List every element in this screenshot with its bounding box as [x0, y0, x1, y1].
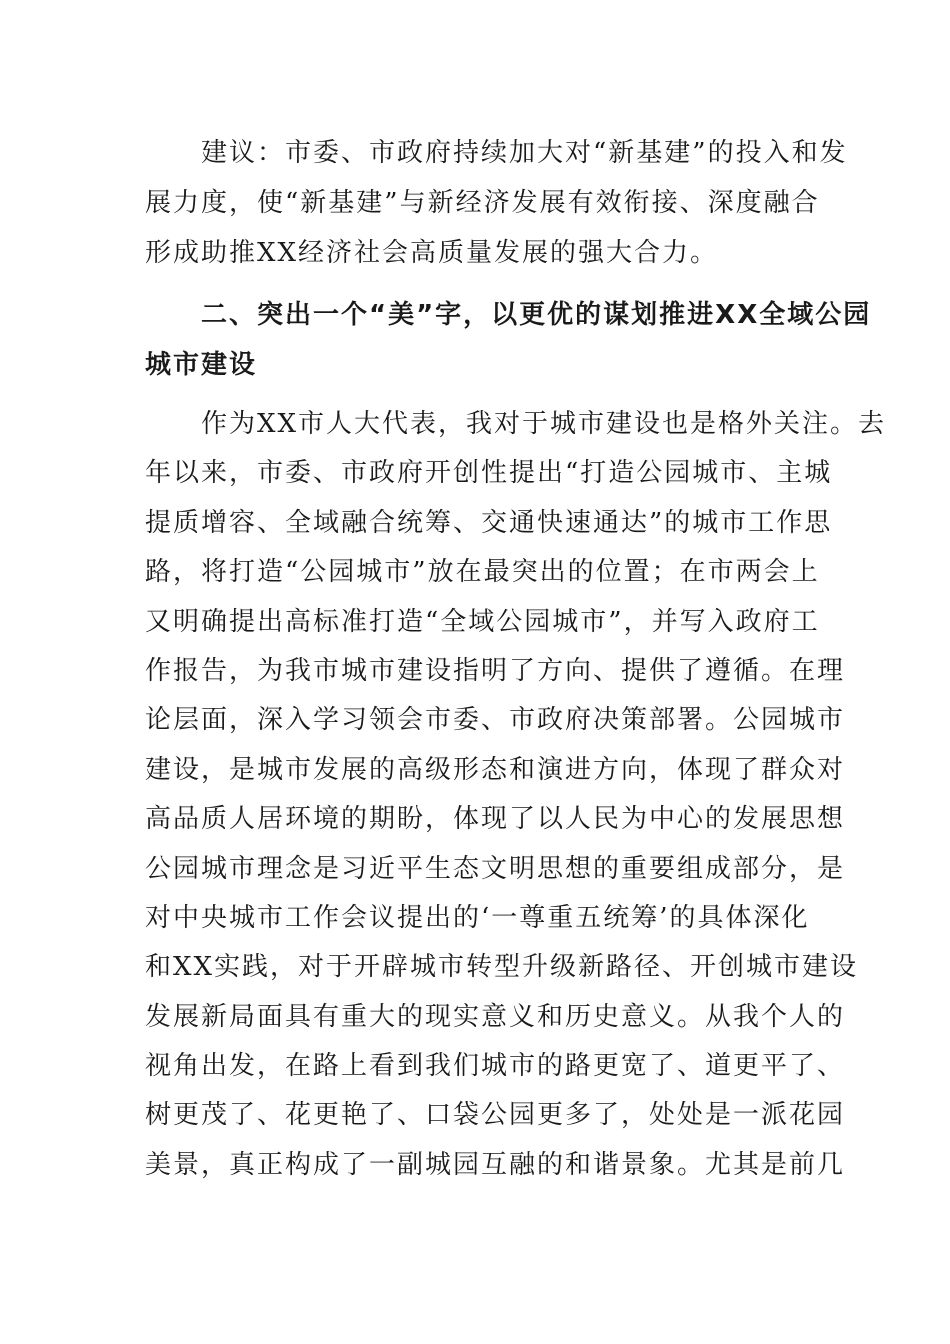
paragraph-line: 树更茂了、花更艳了、口袋公园更多了，处处是一派花园	[145, 1100, 846, 1131]
paragraph-line: 路，将打造“公园城市”放在最突出的位置；在市两会上	[145, 557, 820, 588]
heading-line: 城市建设	[145, 350, 258, 380]
paragraph-line: 美景，真正构成了一副城园互融的和谐景象。尤其是前几	[145, 1149, 846, 1180]
paragraph-line: 提质增容、全域融合统筹、交通快速通达”的城市工作思	[145, 507, 833, 538]
paragraph-line: 建设，是城市发展的高级形态和演进方向，体现了群众对	[145, 754, 846, 785]
paragraph-line: 发展新局面具有重大的现实意义和历史意义。从我个人的	[145, 1001, 846, 1032]
paragraph-line: 和XX实践，对于开辟城市转型升级新路径、开创城市建设	[145, 952, 859, 983]
paragraph-line: 展力度，使“新基建”与新经济发展有效衔接、深度融合	[145, 188, 820, 218]
paragraph-line: 形成助推XX经济社会高质量发展的强大合力。	[145, 238, 719, 268]
paragraph-line: 对中央城市工作会议提出的‘一尊重五统筹’的具体深化	[145, 902, 810, 933]
paragraph-line: 视角出发，在路上看到我们城市的路更宽了、道更平了、	[145, 1051, 846, 1082]
paragraph-line: 论层面，深入学习领会市委、市政府决策部署。公园城市	[145, 705, 846, 736]
paragraph-line: 高品质人居环境的期盼，体现了以人民为中心的发展思想	[145, 804, 846, 835]
paragraph-city-construction	[145, 400, 887, 1190]
heading-line: 二、突出一个“美”字，以更优的谋划推进XX全域公园	[145, 300, 872, 330]
paragraph-line: 建议：市委、市政府持续加大对“新基建”的投入和发	[145, 138, 848, 168]
paragraph-line: 年以来，市委、市政府开创性提出“打造公园城市、主城	[145, 458, 833, 489]
paragraph-line: 又明确提出高标准打造“全域公园城市”，并写入政府工	[145, 606, 820, 637]
paragraph-line: 作报告，为我市城市建设指明了方向、提供了遵循。在理	[145, 655, 846, 686]
paragraph-line: 作为XX市人大代表，我对于城市建设也是格外关注。去	[145, 409, 887, 439]
paragraph-suggestion	[145, 128, 848, 278]
paragraph-line: 公园城市理念是习近平生态文明思想的重要组成部分，是	[145, 853, 846, 884]
section-heading	[145, 290, 872, 390]
